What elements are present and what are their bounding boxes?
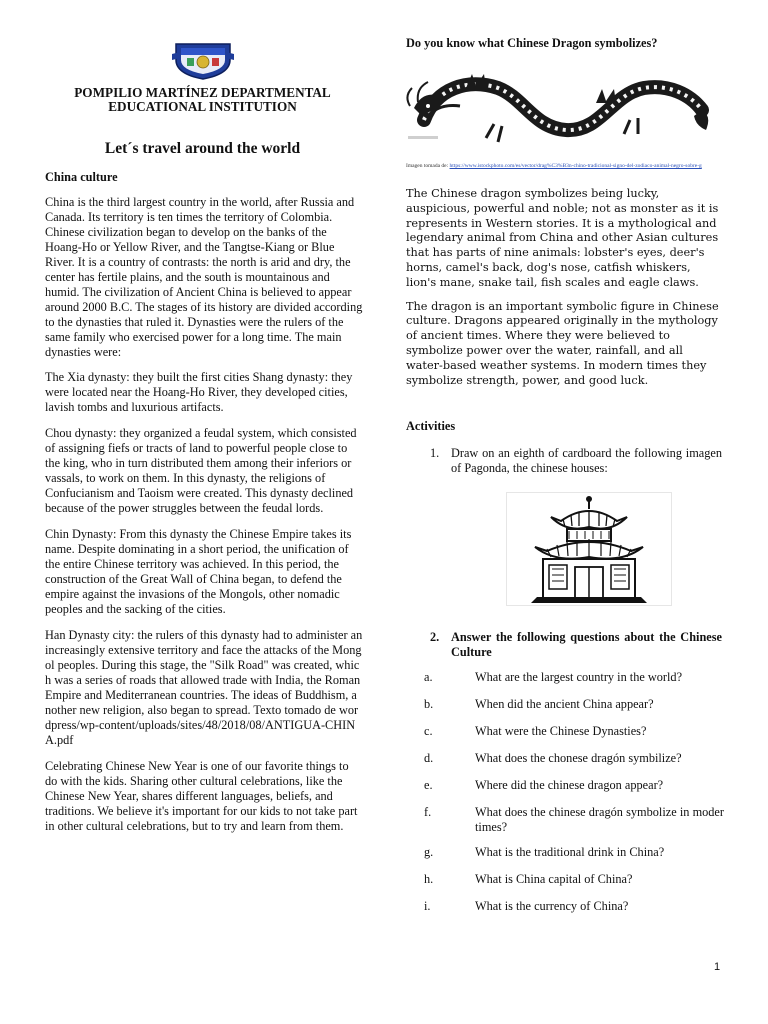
question-letter: a. — [424, 670, 433, 684]
question-letter: e. — [424, 778, 433, 792]
school-name — [40, 86, 365, 114]
question-text: Where did the chinese dragon appear? — [475, 778, 664, 792]
section-heading-china-culture: China culture — [45, 170, 118, 184]
question-letter: c. — [424, 724, 433, 738]
left-column-text — [45, 195, 363, 834]
chinese-dragon-image — [406, 58, 716, 152]
question-text: What does the chonese dragón symbilize? — [475, 751, 682, 765]
question-letter: i. — [424, 899, 431, 913]
dragon-paragraph-1: The Chinese dragon symbolizes being lucky, auspicious, powerful and noble; not as monster as it is represents in Western stories. It is a mythological and legendary animal from China and other Asian cultures that has parts of nine animals: lobster's eyes, deer's horns, camel's back, dog's nose, catfish whiskers, lion's mane, snake tail, fish scales and eagle claws. — [406, 187, 719, 289]
dragon-heading: Do you know what Chinese Dragon symbolizes? — [406, 36, 658, 50]
activity-2-number: 2. — [430, 630, 440, 644]
dragon-text — [406, 187, 722, 388]
school-name-line2: EDUCATIONAL INSTITUTION — [108, 99, 297, 114]
activity-2-text: Answer the following questions about the Chinese Culture — [451, 630, 722, 659]
question-text: What does the chinese dragón symbolize in moder times? — [475, 805, 724, 834]
page-title: Let´s travel around the world — [104, 140, 301, 157]
paragraph-xia-dynasty: The Xia dynasty: they built the first cities Shang dynasty: they were located near the Hoang-Ho River, they developed cities, lavish tombs and luxurious artifacts. — [45, 370, 353, 414]
school-crest-icon — [172, 40, 234, 80]
question-letter: h. — [424, 872, 434, 886]
dragon-paragraph-2: The dragon is an important symbolic figure in Chinese culture. Dragons appeared originally in the mythology of ancient times. Where they were believed to symbolize power over the water, rainfall, and all water-based weather systems. In modern times they symbolize strength, power, and good luck. — [406, 299, 719, 387]
school-name-line1: POMPILIO MARTÍNEZ DEPARTMENTAL — [74, 85, 331, 100]
paragraph-chin-dynasty: Chin Dynasty: From this dynasty the Chinese Empire takes its name. Despite dominating in a short period, the unification of the entire Chinese territory was achieved. In this period, the construction of the Great Wall of China began, to defend the empire against the invasions of the Mongols, other nomadic peoples and the sacking of the cities. — [45, 527, 352, 616]
activity-1-number: 1. — [430, 446, 440, 460]
image-source-prefix: Imagen tomada de: — [406, 163, 449, 169]
activity-2 — [430, 630, 722, 659]
paragraph-intro: China is the third largest country in the world, after Russia and Canada. Its territory is ten times the territory of Colombia. Chinese civilization began to develop on the banks of the Hoang-Ho or Yellow River, and the Tangtse-Kiang or Blue River. It is a country of contrasts: the north is arid and dry, the center has fertile plains, and the south is mountainous and humid. The civilization of Ancient China is believed to appear around 2000 B.C. The stages of its history are divided according to the dynasties that ruled it. Dynasties were the rulers of the same family who exercised power for a long time. The main dynasties were: — [45, 195, 363, 359]
paragraph-chou-dynasty: Chou dynasty: they organized a feudal system, which consisted of assigning fiefs or tracts of land to powerful people close to the king, who in turn distributed them among their inferiors or vassals, to work on them. In this dynasty, the religions of Confucianism and Taoism were created. This dynasty declined because of the power struggles between the feudal lords. — [45, 426, 357, 515]
question-f — [424, 805, 724, 835]
activities-heading: Activities — [406, 419, 456, 433]
dragon-image-watermark — [408, 136, 438, 139]
paragraph-han-dynasty: Han Dynasty city: the rulers of this dynasty had to administer an increasingly extensive territory and face the attacks of the Mongol peoples. During this stage, the "Silk Road" was created, which was a series of roads that allowed trade with India, the Roman Empire and Mediterranean countries. The ideas of Buddhism, another new religion, also began to spread. Texto tomado de wordpress/wp-content/uploads/sites/48/2018/08/ANTIGUA-CHINA.pdf — [45, 628, 363, 747]
question-letter: f. — [424, 805, 432, 819]
question-text: What is the currency of China? — [475, 899, 629, 913]
page-number: 1 — [714, 961, 721, 973]
question-text: What is the traditional drink in China? — [475, 845, 665, 859]
image-source-link[interactable]: https://www.istockphoto.com/es/vector/drag%C3%B3n-chino-tradicional-signo-del-zodiaco-animal-negro-sobre-g — [449, 163, 702, 169]
image-source-note — [406, 163, 716, 170]
question-text: What are the largest country in the world? — [475, 670, 683, 684]
question-text: When did the ancient China appear? — [475, 697, 654, 711]
paragraph-new-year: Celebrating Chinese New Year is one of our favorite things to do with the kids. Sharing other cultural celebrations, like the Chinese New Year, shares different languages, beliefs, and traditions. We believe it's important for our kids to not take part in other cultural celebrations, but to try and learn from them. — [45, 759, 358, 833]
question-text: What were the Chinese Dynasties? — [475, 724, 647, 738]
question-letter: b. — [424, 697, 434, 711]
activity-1 — [430, 446, 722, 475]
question-letter: d. — [424, 751, 434, 765]
question-text: What is China capital of China? — [475, 872, 633, 886]
activity-1-text: Draw on an eighth of cardboard the following imagen of Pagonda, the chinese houses: — [451, 446, 722, 475]
pagoda-house-image — [506, 492, 672, 606]
question-letter: g. — [424, 845, 434, 859]
